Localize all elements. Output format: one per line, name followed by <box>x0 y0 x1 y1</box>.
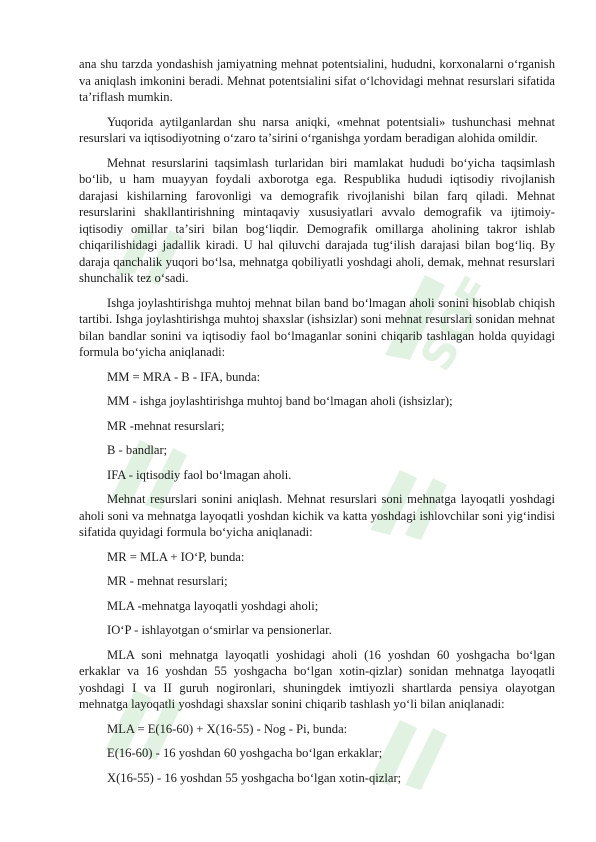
formula-definition: MLA -mehnatga layoqatli yoshdagi aholi; <box>107 598 319 613</box>
svg-text:SOF: SOF <box>410 268 505 380</box>
formula-definition: B - bandlar; <box>107 443 168 457</box>
formula-definition: IFA - iqtisodiy faol boʻlmagan aholi. <box>107 467 292 482</box>
formula-definition: X(16-55) - 16 yoshdan 55 yoshgacha boʻlgan xotin-qizlar; <box>107 770 402 785</box>
paragraph: Mehnat resurslari sonini aniqlash. Mehnat resurslari soni mehnatga layoqatli yoshdagi aholi soni va mehnatga layoqatli yoshdan kichik va katta yoshdagi ishlovchilar soni yigʻindisi sifatida quyidagi formula boʻyicha aniqlanadi: <box>79 492 555 539</box>
formula-line: MLA = E(16-60) + X(16-55) - Nog - Pi, bunda: <box>107 721 348 736</box>
formula-definition: MR - mehnat resurslari; <box>107 574 228 588</box>
paragraph: Mehnat resurslarini taqsimlash turlaridan biri mamlakat hududi boʻyicha taqsimlash boʻlib, u ham muayyan foydali axborotga ega. Respublika hududi iqtisodiy rivojlanish darajasi kishilarning farovonligi va demografik rivojlanishi bilan farq qiladi. Mehnat resurslarini shakllantirishning mintaqaviy xususiyatlari avvalo demografik va ijtimoiy-iqtisodiy omillar taʼsiri bilan bogʻliqdir. Demografik omillarga aholining takror ishlab chiqarilishidagi jadallik kiradi. U hal qiluvchi darajada tugʻilish darajasi bilan bogʻliq. By daraja qanchalik yuqori boʻlsa, mehnatga qobiliyatli yoshdagi aholi, demak, mehnat resurslari shunchalik tez oʻsadi. <box>79 155 555 285</box>
formula-line: MR = MLA + IOʻP, bunda: <box>107 549 245 564</box>
paragraph: Ishga joylashtirishga muhtoj mehnat bilan band boʻlmagan aholi sonini hisoblab chiqish tartibi. Ishga joylashtirishga muhtoj shaxslar (ishsizlar) soni mehnat resurslari sonidan mehnat bilan bandlar sonini va iqtisodiy faol boʻlmaganlar sonini chiqarib tashlagan holda quyidagi formula boʻyicha aniqlanadi: <box>79 295 555 359</box>
formula-definition: E(16-60) - 16 yoshdan 60 yoshgacha boʻlgan erkaklar; <box>107 746 383 760</box>
paragraph: Yuqorida aytilganlardan shu narsa aniqki, «mehnat potentsiali» tushunchasi mehnat resurslari va iqtisodiyotning oʻzaro taʼsirini oʻrganishga yordam beradigan alohida omildir. <box>79 114 555 145</box>
formula-line: MM = MRA - B - IFA, bunda: <box>107 369 261 384</box>
paragraph: ana shu tarzda yondashish jamiyatning mehnat potentsialini, hududni, korxonalarni oʻrganish va aniqlash imkonini beradi. Mehnat potentsialini sifat oʻlchovidagi mehnat resurslari sifatida taʼriflash mumkin. <box>79 57 555 104</box>
formula-definition: IOʻP - ishlayotgan oʻsmirlar va pensionerlar. <box>107 623 332 637</box>
formula-definition: MR -mehnat resurslari; <box>107 418 225 433</box>
document-page <box>79 56 555 794</box>
formula-definition: MM - ishga joylashtirishga muhtoj band boʻlmagan aholi (ishsizlar); <box>107 394 453 408</box>
paragraph: MLA soni mehnatga layoqatli yoshidagi aholi (16 yoshdan 60 yoshgacha boʻlgan erkaklar va 16 yoshdan 55 yoshgacha boʻlgan xotin-qizlar) sonidan mehnatga layoqatli yoshdagi I va II guruh nogironlari, shuningdek imtiyozli shartlarda pensiya olayotgan mehnatga layoqatli yoshdagi shaxslar sonini chiqarib tashlash yoʻli bilan aniqlanadi: <box>79 647 555 711</box>
